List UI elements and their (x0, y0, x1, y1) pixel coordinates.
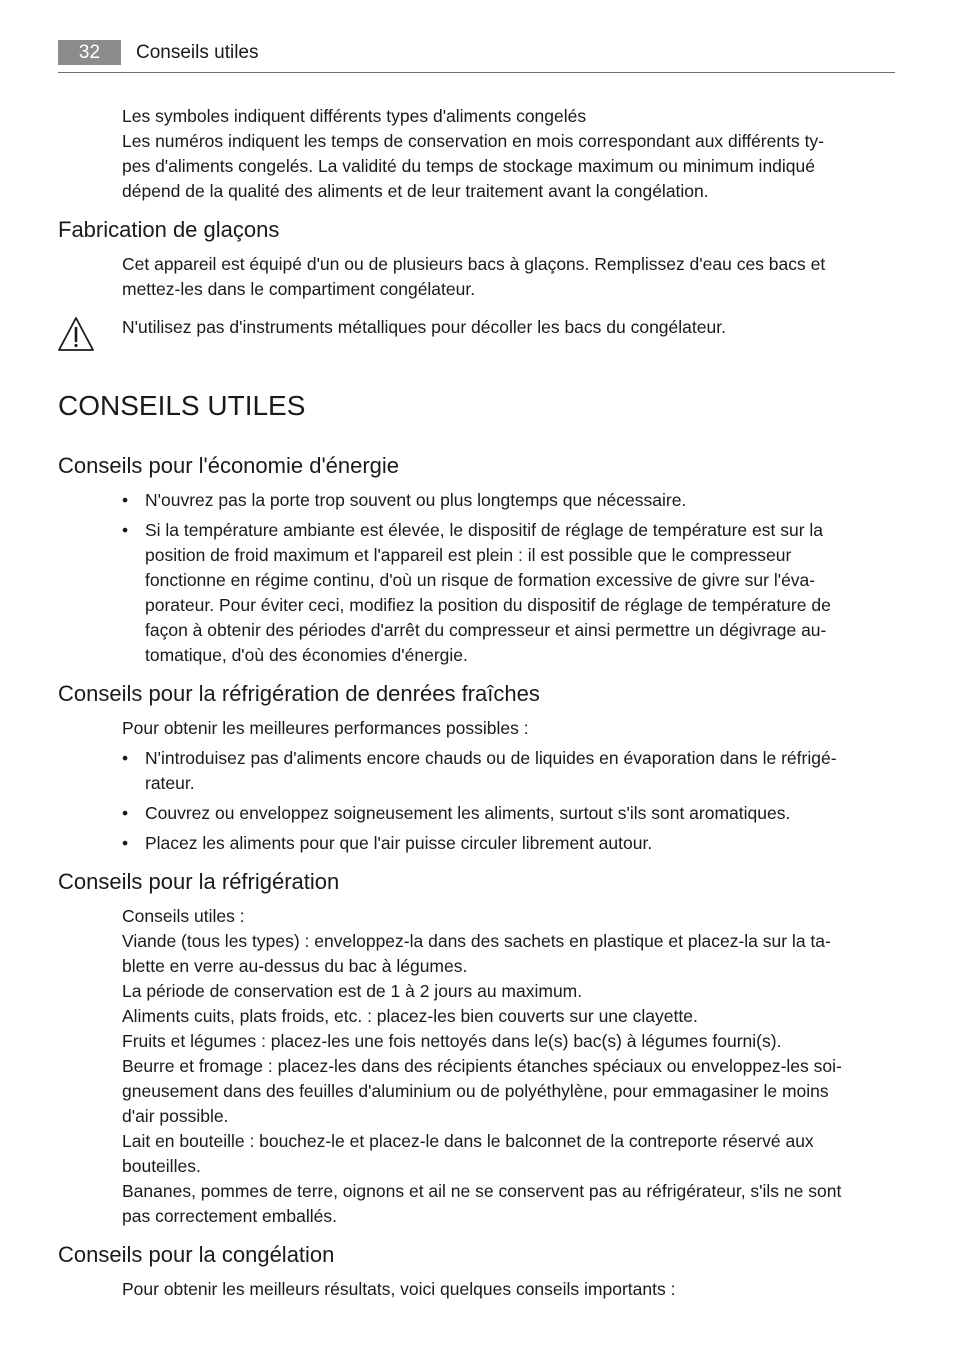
freeze-intro-line: Pour obtenir les meilleurs résultats, voici quelques conseils importants : (122, 1279, 676, 1299)
refrig-line: Viande (tous les types) : enveloppez-la dans des sachets en plastique et placez-la sur la ta- (122, 931, 831, 951)
fresh-intro (122, 716, 529, 741)
warning-triangle-icon (57, 316, 95, 352)
list-item-line: façon à obtenir des périodes d'arrêt du compresseur et ainsi permettre un dégivrage au- (145, 620, 827, 640)
intro-line: Les symboles indiquent différents types d'aliments congelés (122, 106, 587, 126)
bullet-icon: • (122, 833, 129, 853)
refrig-line: Beurre et fromage : placez-les dans des récipients étanches spéciaux ou enveloppez-les soi- (122, 1056, 842, 1076)
list-item-line: N'introduisez pas d'aliments encore chauds ou de liquides en évaporation dans le réfrigé- (145, 748, 837, 768)
list-item-line: fonctionne en régime continu, d'où un risque de formation excessive de givre sur l'éva- (145, 570, 816, 590)
intro-line: dépend de la qualité des aliments et de leur traitement avant la congélation. (122, 181, 709, 201)
ice-line: mettez-les dans le compartiment congélateur. (122, 279, 476, 299)
energy-heading: Conseils pour l'économie d'énergie (58, 453, 400, 478)
refrig-line: Bananes, pommes de terre, oignons et ail ne se conservent pas au réfrigérateur, s'ils ne sont (122, 1181, 842, 1201)
freeze-intro (122, 1277, 675, 1302)
fresh-intro-line: Pour obtenir les meilleures performances possibles : (122, 718, 529, 738)
ice-warning (122, 315, 726, 340)
intro-line: Les numéros indiquent les temps de conservation en mois correspondant aux différents ty- (122, 131, 825, 151)
refrig-line: Lait en bouteille : bouchez-le et placez-le dans le balconnet de la contreporte réservé aux (122, 1131, 814, 1151)
fresh-bullet-list (122, 746, 837, 856)
list-item-line: tomatique, d'où des économies d'énergie. (145, 645, 468, 665)
list-item (122, 488, 831, 513)
list-item-line: Placez les aliments pour que l'air puisse circuler librement autour. (145, 833, 653, 853)
page-number: 32 (58, 40, 121, 65)
bullet-icon: • (122, 490, 129, 510)
freeze-heading: Conseils pour la congélation (58, 1242, 335, 1267)
list-item-line: N'ouvrez pas la porte trop souvent ou plus longtemps que nécessaire. (145, 490, 687, 510)
refrig-line: d'air possible. (122, 1106, 229, 1126)
refrig-heading: Conseils pour la réfrigération (58, 869, 340, 894)
intro-line: pes d'aliments congelés. La validité du temps de stockage maximum ou minimum indiqué (122, 156, 815, 176)
header-title: Conseils utiles (136, 42, 259, 63)
refrig-line: blette en verre au-dessus du bac à légumes. (122, 956, 468, 976)
bullet-icon: • (122, 803, 129, 823)
energy-bullet-list (122, 488, 831, 668)
warning-text: N'utilisez pas d'instruments métalliques pour décoller les bacs du congélateur. (122, 317, 726, 337)
list-item (122, 746, 837, 796)
list-item (122, 518, 831, 668)
bullet-icon: • (122, 520, 129, 540)
bullet-icon: • (122, 748, 129, 768)
list-item-line: porateur. Pour éviter ceci, modifiez la position du dispositif de réglage de température de (145, 595, 831, 615)
page-header (58, 40, 895, 73)
list-item-line: rateur. (145, 773, 195, 793)
list-item-line: Si la température ambiante est élevée, le dispositif de réglage de température est sur la (145, 520, 824, 540)
list-item (122, 831, 837, 856)
list-item-line: position de froid maximum et l'appareil est plein : il est possible que le compresseur (145, 545, 792, 565)
refrig-line: La période de conservation est de 1 à 2 jours au maximum. (122, 981, 583, 1001)
ice-heading: Fabrication de glaçons (58, 217, 280, 242)
refrig-paragraph (122, 904, 842, 1229)
refrig-line: Conseils utiles : (122, 906, 245, 926)
section-title: CONSEILS UTILES (58, 390, 306, 421)
list-item-line: Couvrez ou enveloppez soigneusement les aliments, surtout s'ils sont aromatiques. (145, 803, 791, 823)
refrig-line: gneusement dans des feuilles d'aluminium ou de polyéthylène, pour emmagasiner le moins (122, 1081, 829, 1101)
ice-line: Cet appareil est équipé d'un ou de plusieurs bacs à glaçons. Remplissez d'eau ces bacs et (122, 254, 826, 274)
refrig-line: bouteilles. (122, 1156, 201, 1176)
fresh-heading: Conseils pour la réfrigération de denrées fraîches (58, 681, 540, 706)
list-item (122, 801, 837, 826)
intro-paragraph (122, 104, 824, 204)
ice-paragraph (122, 252, 825, 302)
refrig-line: Aliments cuits, plats froids, etc. : placez-les bien couverts sur une clayette. (122, 1006, 698, 1026)
refrig-line: Fruits et légumes : placez-les une fois nettoyés dans le(s) bac(s) à légumes fourni(s). (122, 1031, 782, 1051)
refrig-line: pas correctement emballés. (122, 1206, 337, 1226)
